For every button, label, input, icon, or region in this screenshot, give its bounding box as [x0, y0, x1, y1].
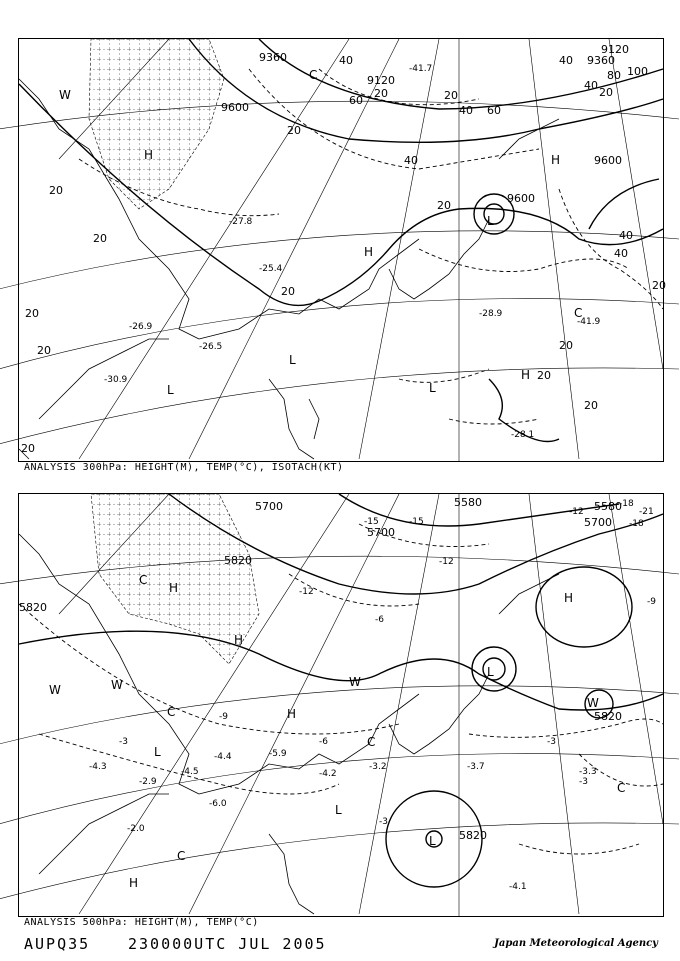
isotach-label: 40 [619, 229, 633, 242]
temp-label: -9 [219, 712, 228, 722]
panel-caption-500hpa: ANALYSIS 500hPa: HEIGHT(M), TEMP(°C) [24, 917, 259, 928]
station-value: -4.3 [89, 762, 107, 772]
isotach-label: 60 [487, 104, 501, 117]
station-value: -4.5 [181, 767, 199, 777]
station-value: -3.2 [369, 762, 387, 772]
height-label: 9120 [601, 43, 629, 56]
system-marker: W [111, 678, 123, 692]
system-marker: H [287, 707, 297, 721]
station-value: -41.7 [409, 64, 433, 74]
system-marker: L [429, 381, 436, 395]
station-value: -2.9 [139, 777, 157, 787]
station-value: -26.5 [199, 342, 223, 352]
temp-label: -12 [439, 557, 454, 567]
station-value: -28.9 [479, 309, 503, 319]
map-500hpa-svg [19, 494, 663, 916]
temp-label: -12 [569, 507, 584, 517]
agency-name: Japan Meteorological Agency [494, 938, 658, 949]
isotach-label: 20 [287, 124, 301, 137]
height-label: 9120 [367, 74, 395, 87]
isotach-label: 40 [584, 79, 598, 92]
product-code: AUPQ35 [24, 935, 91, 953]
system-marker: W [349, 675, 361, 689]
isotach-label: 20 [374, 87, 388, 100]
isotach-label: 40 [404, 154, 418, 167]
temp-label: -3 [379, 817, 388, 827]
isotach-label: 40 [614, 247, 628, 260]
temp-label: -3 [547, 737, 556, 747]
height-label: 5580 [454, 496, 482, 509]
isotach-label: 60 [349, 94, 363, 107]
panel-caption-300hpa: ANALYSIS 300hPa: HEIGHT(M), TEMP(°C), ISOTACH(KT) [24, 462, 344, 473]
isotach-label: 40 [559, 54, 573, 67]
system-marker: C [617, 781, 626, 795]
station-value: -26.9 [129, 322, 153, 332]
isotach-label: 20 [37, 344, 51, 357]
system-marker: H [129, 876, 139, 890]
system-marker: L [335, 803, 342, 817]
station-value: -41.9 [577, 317, 601, 327]
station-value: -6.0 [209, 799, 227, 809]
system-marker: H [364, 245, 374, 259]
temp-label: -6 [375, 615, 384, 625]
height-label: 5820 [459, 829, 487, 842]
temp-label: -9 [647, 597, 656, 607]
height-label: 5580 [594, 500, 622, 513]
map-500hpa-panel [18, 493, 664, 917]
height-label: 5700 [255, 500, 283, 513]
temp-label: -3 [579, 777, 588, 787]
temp-label: -6 [319, 737, 328, 747]
height-label: 5820 [19, 601, 47, 614]
station-value: -27.8 [229, 217, 253, 227]
system-marker: H [564, 591, 574, 605]
map-300hpa-panel [18, 38, 664, 462]
system-marker: C [167, 705, 176, 719]
system-marker: C [309, 68, 318, 82]
isotach-label: 20 [25, 307, 39, 320]
height-label: 9600 [507, 192, 535, 205]
isotach-label: 20 [444, 89, 458, 102]
station-value: -4.1 [509, 882, 527, 892]
height-label: 9600 [594, 154, 622, 167]
station-value: -4.4 [214, 752, 232, 762]
system-marker: W [49, 683, 61, 697]
system-marker: L [154, 745, 161, 759]
station-values [89, 749, 597, 892]
temp-label: -18 [629, 519, 644, 529]
isotach-label: 20 [599, 86, 613, 99]
system-marker: H [144, 148, 154, 162]
height-label: 5820 [224, 554, 252, 567]
isotach-label: 20 [537, 369, 551, 382]
isotach-label: 20 [559, 339, 573, 352]
temp-label: -15 [364, 517, 379, 527]
station-value: -2.0 [127, 824, 145, 834]
temp-label: -12 [299, 587, 314, 597]
station-value: -30.9 [104, 375, 128, 385]
system-marker: L [289, 353, 296, 367]
system-marker: C [367, 735, 376, 749]
isotach-label: 20 [652, 279, 666, 292]
system-marker: L [167, 383, 174, 397]
valid-time: 230000UTC JUL 2005 [128, 935, 327, 953]
isotach-label: 20 [281, 285, 295, 298]
isotach-label: 40 [459, 104, 473, 117]
system-marker: W [587, 696, 599, 710]
isotach-label: 20 [437, 199, 451, 212]
system-marker: H [551, 153, 561, 167]
station-value: -3.7 [467, 762, 485, 772]
isotach-label: 40 [339, 54, 353, 67]
isotach-label: 20 [49, 184, 63, 197]
height-label: 5700 [584, 516, 612, 529]
map-300hpa-svg [19, 39, 666, 461]
station-value: -3.3 [579, 767, 597, 777]
isotach-label: 20 [21, 442, 35, 455]
system-marker: L [487, 214, 494, 228]
height-label: 9360 [587, 54, 615, 67]
system-marker: L [487, 665, 494, 679]
system-marker: H [234, 633, 244, 647]
temp-label: -18 [619, 499, 634, 509]
station-value: -28.1 [511, 430, 535, 440]
system-marker: C [139, 573, 148, 587]
temp-label: -21 [639, 507, 654, 517]
system-marker: H [169, 581, 179, 595]
isotach-label: 20 [584, 399, 598, 412]
system-marker: W [59, 88, 71, 102]
system-marker: C [574, 306, 583, 320]
station-value: -4.2 [319, 769, 337, 779]
station-value: -5.9 [269, 749, 287, 759]
height-label: 9360 [259, 51, 287, 64]
station-value: -25.4 [259, 264, 283, 274]
isotach-label: 80 [607, 69, 621, 82]
temp-label: -15 [409, 517, 424, 527]
isotach-label: 20 [93, 232, 107, 245]
isotach-label: 100 [627, 65, 648, 78]
temp-label: -3 [119, 737, 128, 747]
height-label: 5700 [367, 526, 395, 539]
height-label: 9600 [221, 101, 249, 114]
system-marker: C [177, 849, 186, 863]
height-label: 5820 [594, 710, 622, 723]
system-marker: L [429, 834, 436, 848]
system-marker: H [521, 368, 531, 382]
